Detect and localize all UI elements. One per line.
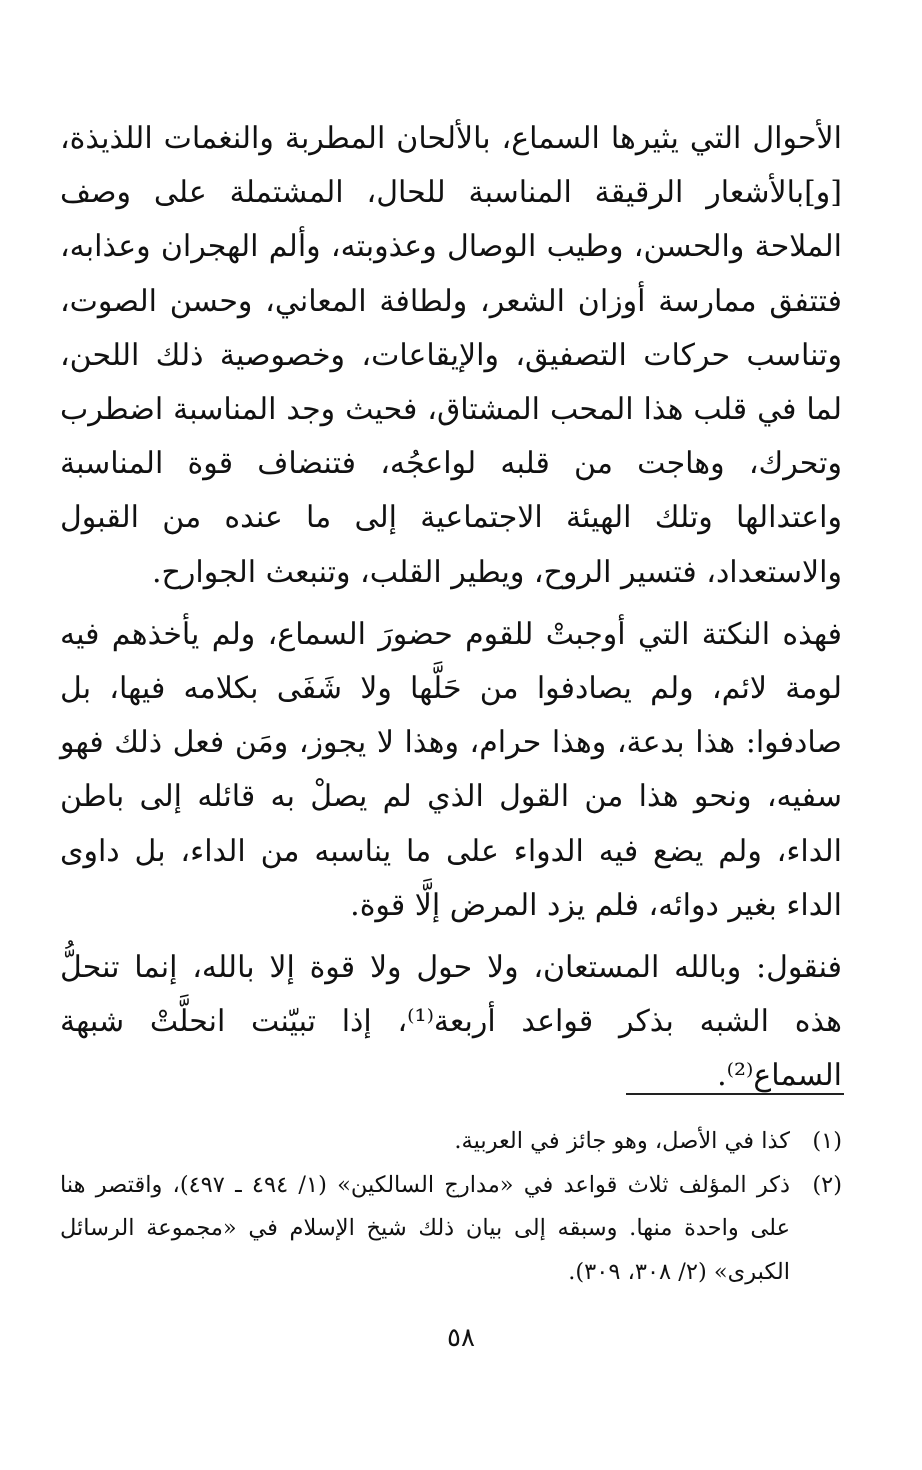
footnote-text: ذكر المؤلف ثلاث قواعد في «مدارج السالكين» (١/ ٤٩٤ ـ ٤٩٧)، واقتصر هنا على واحدة منها. وسبقه إلى بيان ذلك شيخ الإسلام في «مجموعة الرسائل الكبرى» (٢/ ٣٠٨، ٣٠٩).: [60, 1171, 790, 1285]
footnote-item: [60, 1120, 842, 1164]
footnote-divider: [626, 1093, 844, 1095]
footnote-text: كذا في الأصل، وهو جائز في العربية.: [454, 1128, 790, 1154]
footnote-item: [60, 1164, 842, 1295]
page-number: ٥٨: [447, 1323, 475, 1353]
footnote-number: (١): [812, 1128, 842, 1154]
paragraph: فهذه النكتة التي أوجبتْ للقوم حضورَ السماع، ولم يأخذهم فيه لومة لائم، ولم يصادفوا من حَلَّها ولا شَفَى بكلامه فيها، بل صادفوا: هذا بدعة، وهذا حرام، وهذا لا يجوز، ومَن فعل ذلك فهو سفيه، ونحو هذا من القول الذي لم يصلْ به قائله إلى باطن الداء، ولم يضع فيه الدواء على ما يناسبه من الداء، بل داوى الداء بغير دوائه، فلم يزد المرض إلَّا قوة.: [60, 616, 842, 923]
footnotes: [60, 1120, 842, 1294]
paragraph: الأحوال التي يثيرها السماع، بالألحان المطربة والنغمات اللذيذة، [و]بالأشعار الرقيقة المناسبة للحال، المشتملة على وصف الملاحة والحسن، وطيب الوصال وعذوبته، وألم الهجران وعذابه، فتتفق ممارسة أوزان الشعر، ولطافة المعاني، وحسن الصوت، وتناسب حركات التصفيق، والإيقاعات، وخصوصية ذلك اللحن، لما في قلب هذا المحب المشتاق، فحيث وجد المناسبة اضطرب وتحرك، وهاجت من قلبه لواعجُه، فتنضاف قوة المناسبة واعتدالها وتلك الهيئة الاجتماعية إلى ما عنده من القبول والاستعداد، فتسير الروح، ويطير القلب، وتنبعث الجوارح.: [60, 121, 842, 590]
paragraph: فنقول: وبالله المستعان، ولا حول ولا قوة إلا بالله، إنما تنحلُّ هذه الشبه بذكر قواعد أربعة⁽¹⁾، إذا تبيّنت انحلَّتْ شبهة السماع⁽²⁾.: [60, 950, 843, 1094]
footnote-number: (٢): [812, 1171, 842, 1198]
main-text: [60, 112, 842, 1104]
